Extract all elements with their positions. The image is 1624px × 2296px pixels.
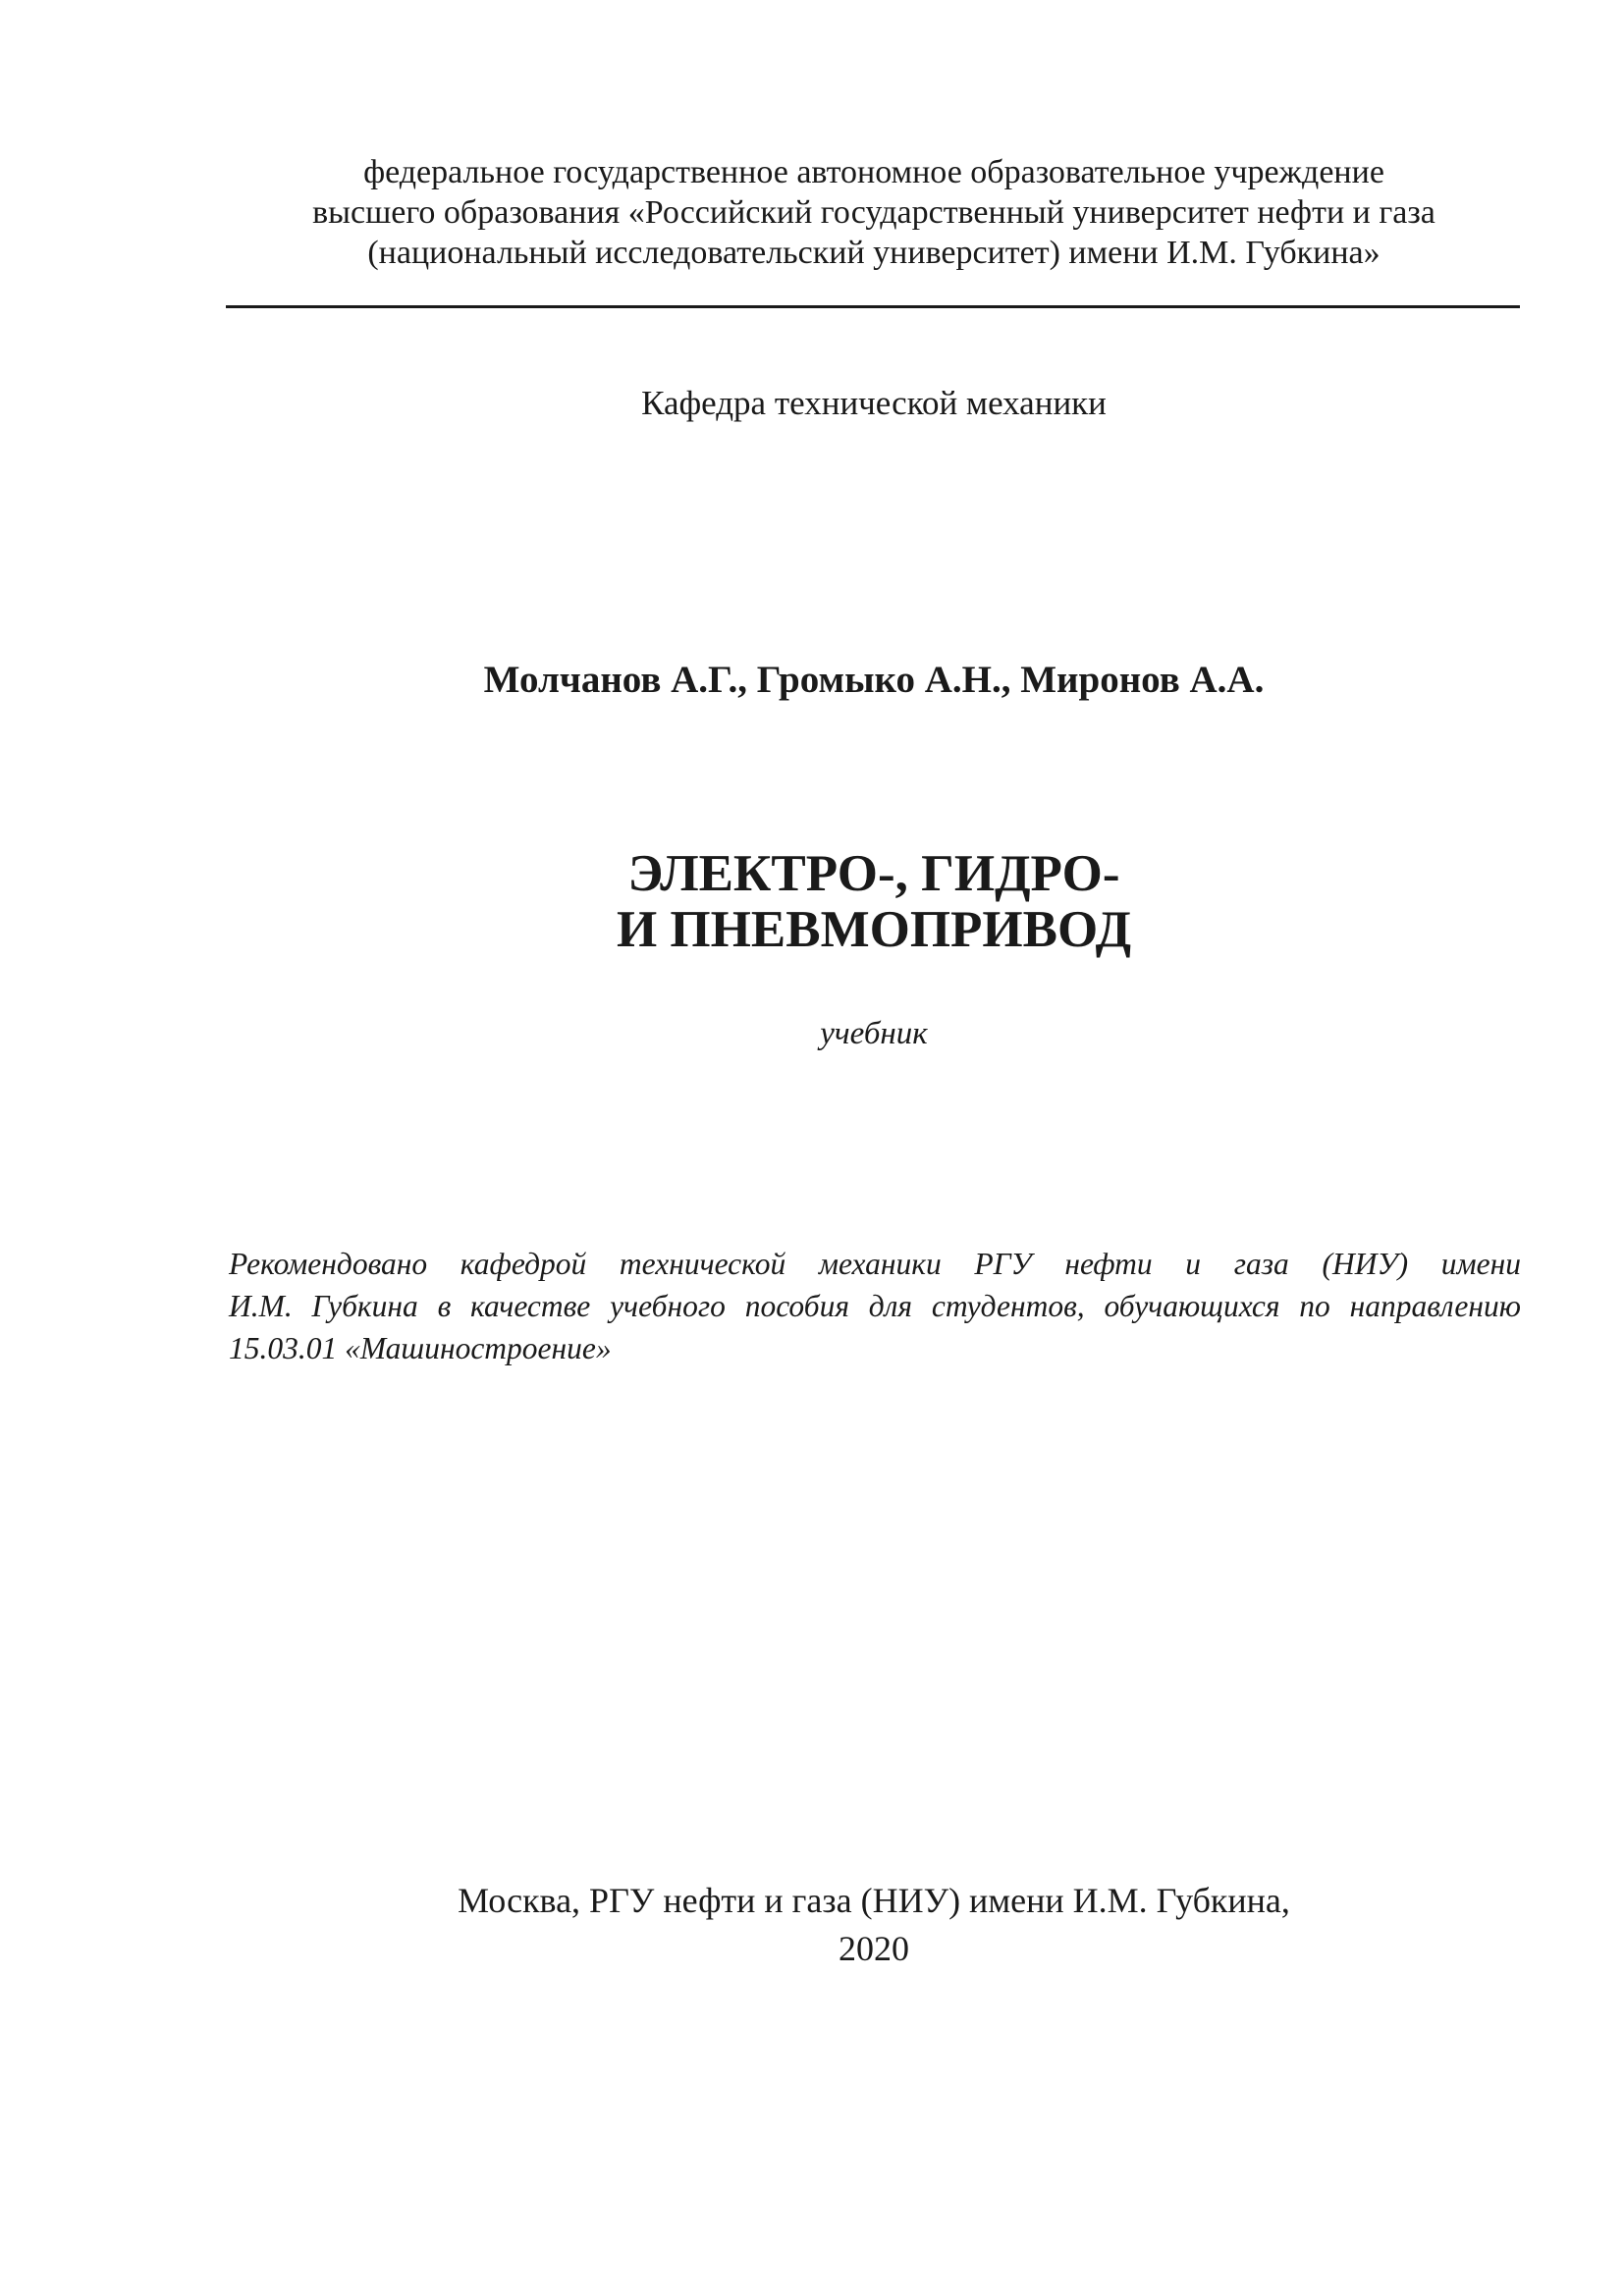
recommendation-line-3: 15.03.01 «Машиностроение»	[229, 1331, 612, 1365]
institution-name	[226, 152, 1522, 273]
institution-line-1: федеральное государственное автономное образовательное учреждение	[363, 154, 1384, 190]
book-type: учебник	[820, 1016, 928, 1051]
book-title	[226, 846, 1522, 958]
imprint-year: 2020	[839, 1929, 909, 1968]
imprint-place-publisher: Москва, РГУ нефти и газа (НИУ) имени И.М. Губкина,	[458, 1881, 1290, 1920]
book-title-line-1: ЭЛЕКТРО-, ГИДРО-	[627, 845, 1120, 902]
imprint	[226, 1877, 1522, 1973]
institution-line-3: (национальный исследовательский университет) имени И.М. Губкина»	[367, 235, 1380, 271]
institution-line-2: высшего образования «Российский государственный университет нефти и газа	[312, 194, 1435, 231]
recommendation-line-2: И.М. Губкина в качестве учебного пособия для студентов, обучающихся по направлению	[229, 1289, 1521, 1323]
header-divider	[226, 305, 1520, 308]
recommendation-note	[229, 1243, 1521, 1369]
recommendation-line-1: Рекомендовано кафедрой технической механики РГУ нефти и газа (НИУ) имени	[229, 1247, 1521, 1281]
department-name: Кафедра технической механики	[641, 384, 1107, 422]
authors: Молчанов А.Г., Громыко А.Н., Миронов А.А.	[483, 659, 1265, 701]
book-title-line-2: И ПНЕВМОПРИВОД	[616, 901, 1132, 958]
